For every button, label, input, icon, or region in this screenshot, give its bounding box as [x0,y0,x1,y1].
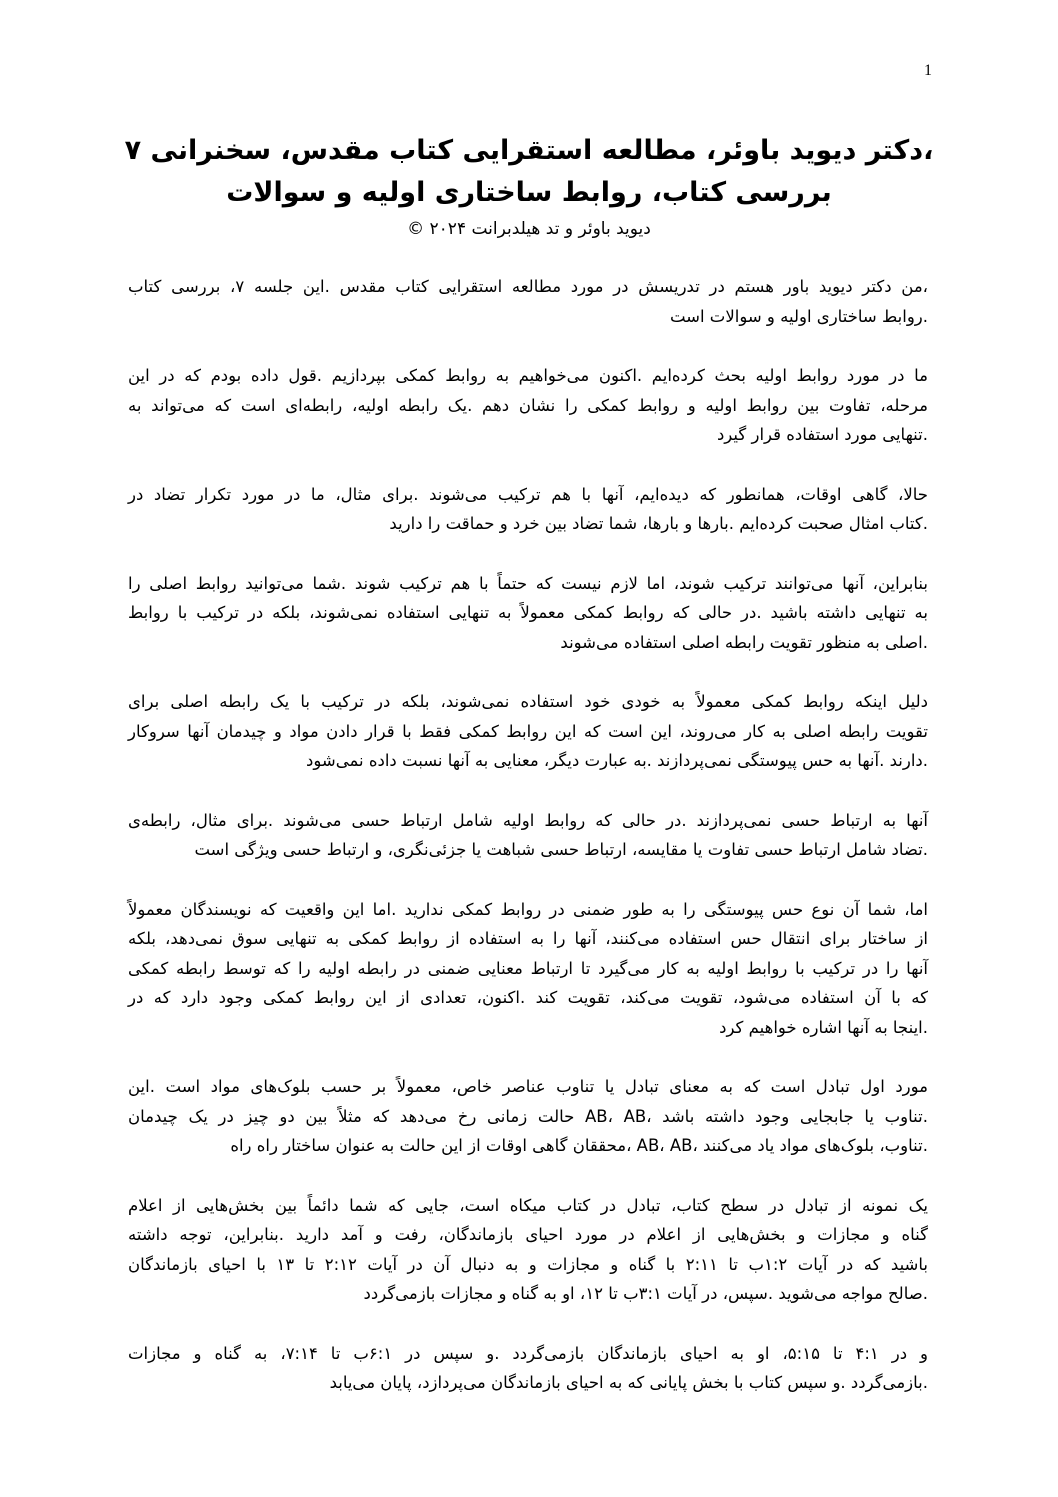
paragraph-line: .تنهایی مورد استفاده قرار گیرد [716,425,928,444]
paragraph [128,361,928,450]
paragraph [128,895,928,1043]
paragraph-line: حالا، گاهی اوقات، همانطور که دیده‌ایم، آنها با هم ترکیب می‌شوند .برای مثال، ما در مورد تکرار تضاد در [128,484,928,504]
paragraph-line: .صالح مواجه می‌شوید .سپس، در آیات ۳:۱ب تا ۱۲، او به گناه و مجازات بازمی‌گردد [363,1284,928,1303]
paragraph-line: آنها به ارتباط حسی نمی‌پردازند .در حالی که روابط اولیه شامل ارتباط حسی می‌شوند .برای مثال، رابطه‌ی [128,810,928,830]
paragraph-line: به تنهایی داشته باشید .در حالی که روابط کمکی معمولاً به تنهایی استفاده نمی‌شوند، بلکه در ترکیب با روابط [128,603,928,622]
paragraph-line: یک نمونه از تبادل در سطح کتاب، تبادل در کتاب میکاه است، جایی که شما دائماً بین بخش‌هایی از اعلام [128,1195,928,1215]
paragraph [128,806,928,865]
paragraph-line: .تضاد شامل ارتباط حسی تفاوت یا مقایسه، ارتباط حسی شباهت یا جزئی‌نگری، و ارتباط حسی ویژگی است [194,840,928,859]
title-line-2: بررسی کتاب، روابط ساختاری اولیه و سوالات [226,177,832,208]
document-header [100,130,958,244]
paragraph [128,687,928,776]
paragraph-line: آنها را در ترکیب با روابط اولیه به کار می‌گیرد تا ارتباط معنایی ضمنی در رابطه اولیه را که توسط رابطه کمکی [128,958,928,978]
paragraph-line: .اصلی به منظور تقویت رابطه اصلی استفاده می‌شوند [560,632,928,652]
paragraph [128,569,928,658]
paragraph-line: .تناوب یا جابجایی وجود داشته باشد ،AB، AB حالت زمانی رخ می‌دهد که مثلاً بین دو چیز در یک چیدمان [128,1106,928,1126]
paragraph [128,1191,928,1309]
paragraph [128,480,928,539]
paragraph [128,1072,928,1161]
paragraph-line: ،من دکتر دیوید باور هستم در تدریسش در مورد مطالعه استقرایی کتاب مقدس .این جلسه ۷، بررسی کتاب [128,277,929,296]
title-line-1: ،دکتر دیوید باوئر، مطالعه استقرایی کتاب مقدس، سخنرانی ۷ [124,135,934,166]
paragraph-line: .دارند .آنها به حس پیوستگی نمی‌پردازند .به عبارت دیگر، معنایی به آنها نسبت داده نمی‌شود [306,751,928,770]
paragraph-line: .اینجا به آنها اشاره خواهیم کرد [719,1017,928,1037]
paragraph-line: مرحله، تفاوت بین روابط اولیه و روابط کمکی را نشان دهم .یک رابطه اولیه، رابطه‌ای است که می‌تواند به [128,395,928,415]
paragraph [128,272,928,331]
paragraph [128,1339,928,1398]
paragraph-line: گناه و مجازات و بخش‌هایی از اعلام در مورد احیای بازماندگان، رفت و آمد دارید .بنابراین، توجه داشته [128,1225,928,1244]
paragraph-line: تقویت رابطه اصلی به کار می‌روند، این است که این روابط کمکی فقط با قرار دادن مواد و چیدمان آنها سروکار [128,721,928,741]
document-body [128,272,928,1428]
paragraph-line: باشید که در آیات ۱:۲ب تا ۲:۱۱ با گناه و مجازات و به دنبال آن در آیات ۲:۱۲ تا ۱۳ با احیای بازماندگان [128,1254,928,1274]
paragraph-line: بنابراین، آنها می‌توانند ترکیب شوند، اما لازم نیست که حتماً با هم ترکیب شوند .شما می‌توانید روابط اصلی را [128,573,928,593]
paragraph-line: مورد اول تبادل است که به معنای تبادل یا تناوب عناصر خاص، معمولاً بر حسب بلوک‌های مواد است .این [128,1077,928,1096]
paragraph-line: از ساختار برای انتقال حس استفاده می‌کنند، آنها را به استفاده از روابط کمکی به تنهایی سوق نمی‌دهد، بلکه [128,929,928,948]
paragraph-line: .بازمی‌گردد .و سپس کتاب با بخش پایانی که به احیای بازماندگان می‌پردازد، پایان می‌یابد [329,1373,928,1392]
paragraph-line: ما در مورد روابط اولیه بحث کرده‌ایم .اکنون می‌خواهیم به روابط کمکی بپردازیم .قول داده بودم که در این [128,366,928,385]
page-number: 1 [924,62,932,79]
paragraph-line: که با آن استفاده می‌شود، تقویت می‌کند، تقویت کند .اکنون، تعدادی از این روابط کمکی وجود دارد که در [128,988,928,1007]
paragraph-line: .کتاب امثال صحبت کرده‌ایم .بارها و بارها، شما تضاد بین خرد و حماقت را دارید [389,514,928,533]
paragraph-line: دلیل اینکه روابط کمکی معمولاً به خودی خود استفاده نمی‌شوند، بلکه در ترکیب با یک رابطه اصلی برای [128,692,928,711]
paragraph-line: .تناوب، بلوک‌های مواد یاد می‌کنند ،AB، AB ،محققان گاهی اوقات از این حالت به عنوان ساختار راه راه [230,1136,928,1155]
paragraph-line: و در ۴:۱ تا ۵:۱۵، او به احیای بازماندگان بازمی‌گردد .و سپس در ۶:۱ب تا ۷:۱۴، به گناه و مجازات [128,1343,928,1363]
paragraph-line: اما، شما آن نوع حس پیوستگی را به طور ضمنی در روابط کمکی ندارید .اما این واقعیت که نویسندگان معمولاً [128,899,928,919]
document-subtitle: دیوید باوئر و تد هیلدبرانت ۲۰۲۴ © [407,219,651,239]
paragraph-line: .روابط ساختاری اولیه و سوالات است [669,306,928,326]
